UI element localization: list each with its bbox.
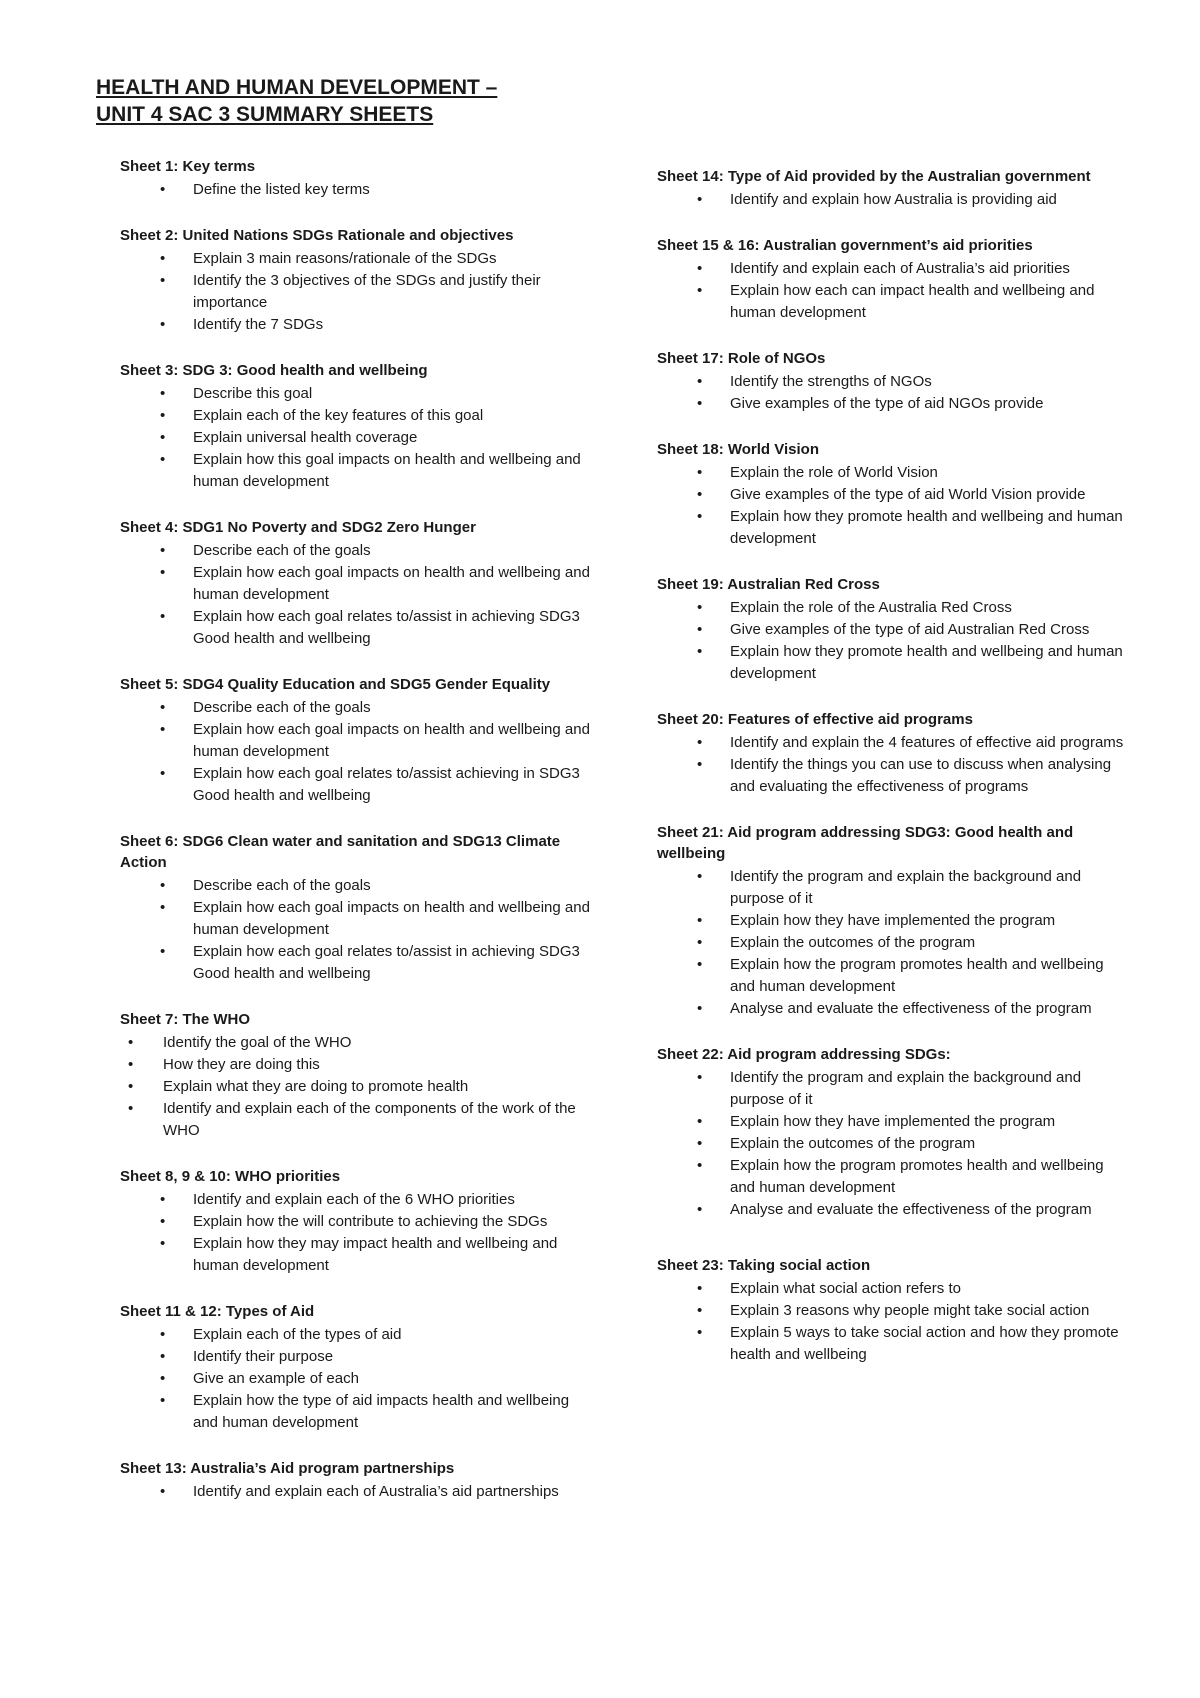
list-item: • Identify and explain each of Australia’s aid partnerships (120, 1481, 590, 1503)
list-item: • Explain how each goal relates to/assist in achieving SDG3 Good health and wellbeing (120, 941, 590, 985)
bullet-list (657, 258, 1127, 324)
list-item: • Explain the outcomes of the program (657, 932, 1127, 954)
bullet-list (120, 697, 590, 807)
sheet-section (657, 822, 1127, 1020)
right-column (657, 166, 1127, 1390)
sheet-heading: Sheet 13: Australia’s Aid program partnerships (120, 1460, 455, 1477)
list-item: • Explain how the program promotes health and wellbeing and human development (657, 1155, 1127, 1199)
list-item: • Explain the role of World Vision (657, 462, 1127, 484)
sheet-heading: Sheet 1: Key terms (120, 158, 256, 175)
list-item: • Describe each of the goals (120, 697, 590, 719)
sheet-section (657, 235, 1127, 324)
sheet-heading: Sheet 20: Features of effective aid programs (657, 711, 973, 728)
list-item: • Analyse and evaluate the effectiveness of the program (657, 998, 1127, 1020)
sheet-section (657, 348, 1127, 415)
list-item: • Describe this goal (120, 383, 590, 405)
list-item: • Explain what social action refers to (657, 1278, 1127, 1300)
list-item: • Explain how each goal impacts on health and wellbeing and human development (120, 897, 590, 941)
list-item: • Explain how they have implemented the program (657, 1111, 1127, 1133)
list-item: • Identify the program and explain the background and purpose of it (657, 866, 1127, 910)
list-item: • Explain how the type of aid impacts health and wellbeing and human development (120, 1390, 590, 1434)
list-item: • Explain what they are doing to promote health (120, 1076, 590, 1098)
list-item: • Explain how they may impact health and wellbeing and human development (120, 1233, 590, 1277)
list-item: • Give examples of the type of aid World Vision provide (657, 484, 1127, 506)
list-item: • Identify their purpose (120, 1346, 590, 1368)
sheet-section (120, 831, 590, 985)
sheet-section (120, 517, 590, 650)
list-item: • Explain how they promote health and wellbeing and human development (657, 641, 1127, 685)
list-item: • Explain how they have implemented the program (657, 910, 1127, 932)
list-item: • Explain 3 main reasons/rationale of the SDGs (120, 248, 590, 270)
sheet-heading: Sheet 17: Role of NGOs (657, 350, 826, 367)
sheet-section (120, 1009, 590, 1142)
list-item: • Explain how each goal impacts on health and wellbeing and human development (120, 562, 590, 606)
sheet-section (657, 1255, 1127, 1366)
list-item: • Analyse and evaluate the effectiveness of the program (657, 1199, 1127, 1221)
sheet-heading: Sheet 2: United Nations SDGs Rationale and objectives (120, 227, 514, 244)
list-item: • Identify the 7 SDGs (120, 314, 590, 336)
sheet-section (657, 574, 1127, 685)
list-item: • Explain 3 reasons why people might take social action (657, 1300, 1127, 1322)
sheet-section (120, 1166, 590, 1277)
bullet-list (657, 732, 1127, 798)
bullet-list (120, 1189, 590, 1277)
list-item: • Identify and explain each of the 6 WHO priorities (120, 1189, 590, 1211)
sheet-heading: Sheet 18: World Vision (657, 441, 819, 458)
bullet-list (120, 383, 590, 493)
sheet-section (657, 439, 1127, 550)
bullet-list (120, 1481, 590, 1503)
sheet-section (120, 225, 590, 336)
sheet-section (120, 1301, 590, 1434)
list-item: • Explain how they promote health and wellbeing and human development (657, 506, 1127, 550)
sheet-heading: Sheet 4: SDG1 No Poverty and SDG2 Zero Hunger (120, 519, 476, 536)
bullet-list (120, 179, 590, 201)
list-item: • How they are doing this (120, 1054, 590, 1076)
bullet-list (657, 597, 1127, 685)
list-item: • Explain each of the key features of this goal (120, 405, 590, 427)
sheet-section (120, 674, 590, 807)
list-item: • Identify and explain how Australia is providing aid (657, 189, 1127, 211)
list-item: • Explain the role of the Australia Red Cross (657, 597, 1127, 619)
list-item: • Give examples of the type of aid Australian Red Cross (657, 619, 1127, 641)
list-item: • Identify the things you can use to discuss when analysing and evaluating the effectiveness of programs (657, 754, 1127, 798)
bullet-list (657, 462, 1127, 550)
list-item: • Explain how each can impact health and wellbeing and human development (657, 280, 1127, 324)
sheet-heading: Sheet 5: SDG4 Quality Education and SDG5 Gender Equality (120, 676, 551, 693)
list-item: • Identify the 3 objectives of the SDGs and justify their importance (120, 270, 590, 314)
sheet-heading: Sheet 22: Aid program addressing SDGs: (657, 1046, 951, 1063)
sheet-section (120, 1458, 590, 1503)
sheet-heading: Sheet 21: Aid program addressing SDG3: Good health and wellbeing (657, 824, 1074, 862)
list-item: • Define the listed key terms (120, 179, 590, 201)
bullet-list (657, 189, 1127, 211)
list-item: • Explain each of the types of aid (120, 1324, 590, 1346)
sheet-heading: Sheet 19: Australian Red Cross (657, 576, 880, 593)
sheet-section (120, 156, 590, 201)
sheet-heading: Sheet 14: Type of Aid provided by the Australian government (657, 168, 1091, 185)
sheet-heading: Sheet 8, 9 & 10: WHO priorities (120, 1168, 341, 1185)
list-item: • Explain how each goal relates to/assist achieving in SDG3 Good health and wellbeing (120, 763, 590, 807)
list-item: • Describe each of the goals (120, 540, 590, 562)
sheet-section (657, 166, 1127, 211)
sheet-section (657, 709, 1127, 798)
sheet-heading: Sheet 3: SDG 3: Good health and wellbeing (120, 362, 428, 379)
list-item: • Explain 5 ways to take social action and how they promote health and wellbeing (657, 1322, 1127, 1366)
list-item: • Give examples of the type of aid NGOs provide (657, 393, 1127, 415)
bullet-list (120, 248, 590, 336)
list-item: • Explain how the program promotes health and wellbeing and human development (657, 954, 1127, 998)
list-item: • Identify and explain each of Australia’s aid priorities (657, 258, 1127, 280)
bullet-list (120, 1032, 590, 1142)
bullet-list (657, 371, 1127, 415)
title-line-1: HEALTH AND HUMAN DEVELOPMENT – (96, 76, 498, 99)
list-item: • Explain universal health coverage (120, 427, 590, 449)
sheet-section (657, 1044, 1127, 1221)
list-item: • Explain how the will contribute to achieving the SDGs (120, 1211, 590, 1233)
list-item: • Explain how each goal impacts on health and wellbeing and human development (120, 719, 590, 763)
title-line-2: UNIT 4 SAC 3 SUMMARY SHEETS (96, 103, 434, 126)
list-item: • Explain the outcomes of the program (657, 1133, 1127, 1155)
sheet-heading: Sheet 23: Taking social action (657, 1257, 871, 1274)
document-title (96, 74, 497, 128)
sheet-heading: Sheet 7: The WHO (120, 1011, 251, 1028)
bullet-list (657, 1067, 1127, 1221)
sheet-heading: Sheet 6: SDG6 Clean water and sanitation and SDG13 Climate Action (120, 833, 561, 871)
list-item: • Identify the goal of the WHO (120, 1032, 590, 1054)
bullet-list (120, 1324, 590, 1434)
list-item: • Identify and explain the 4 features of effective aid programs (657, 732, 1127, 754)
left-column (120, 156, 590, 1527)
list-item: • Identify and explain each of the components of the work of the WHO (120, 1098, 590, 1142)
list-item: • Explain how this goal impacts on health and wellbeing and human development (120, 449, 590, 493)
sheet-section (120, 360, 590, 493)
list-item: • Identify the strengths of NGOs (657, 371, 1127, 393)
bullet-list (120, 875, 590, 985)
sheet-heading: Sheet 11 & 12: Types of Aid (120, 1303, 315, 1320)
bullet-list (657, 866, 1127, 1020)
bullet-list (120, 540, 590, 650)
sheet-heading: Sheet 15 & 16: Australian government’s aid priorities (657, 237, 1033, 254)
list-item: • Explain how each goal relates to/assist in achieving SDG3 Good health and wellbeing (120, 606, 590, 650)
list-item: • Identify the program and explain the background and purpose of it (657, 1067, 1127, 1111)
list-item: • Give an example of each (120, 1368, 590, 1390)
bullet-list (657, 1278, 1127, 1366)
list-item: • Describe each of the goals (120, 875, 590, 897)
